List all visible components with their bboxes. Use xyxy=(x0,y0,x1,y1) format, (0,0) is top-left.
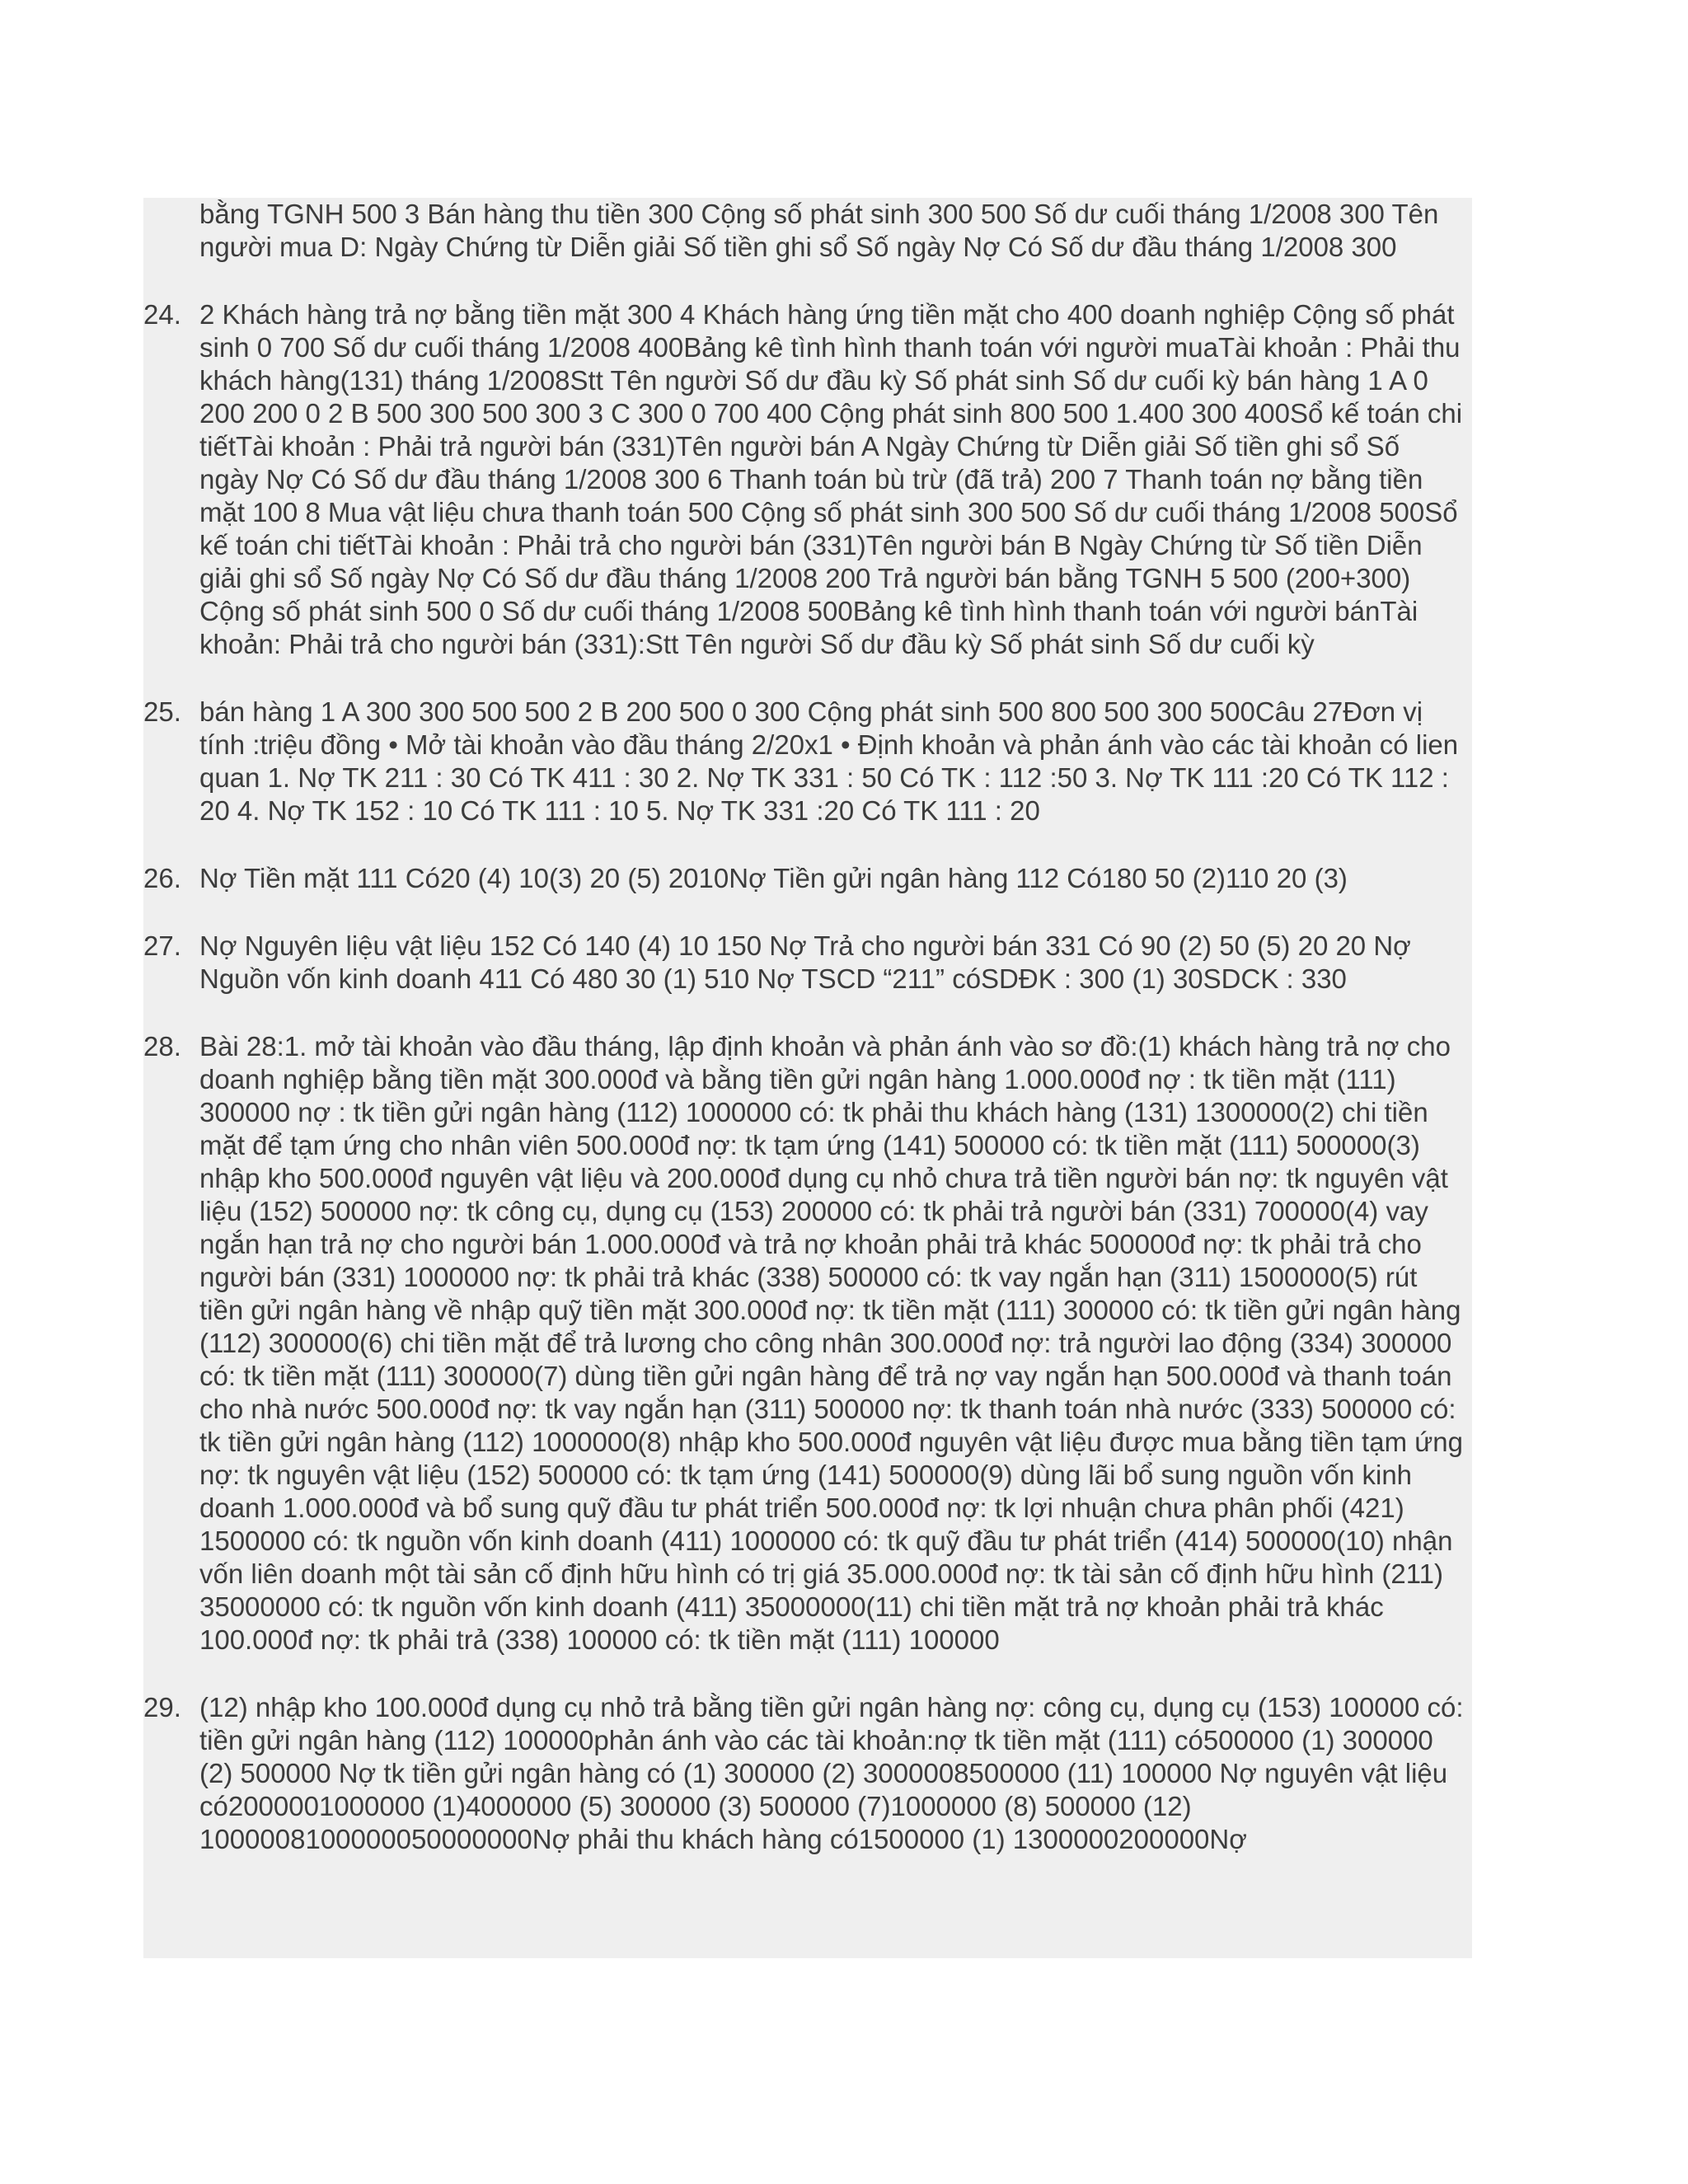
list-item xyxy=(143,696,1472,827)
list-item-text: Bài 28:1. mở tài khoản vào đầu tháng, lập định khoản và phản ánh vào sơ đồ:(1) khách hàng trả nợ cho doanh nghiệp bằng tiền mặt 300.000đ và bằng tiền gửi ngân hàng 1.000.000đ nợ : tk tiền mặt (111) 300000 nợ : tk tiền gửi ngân hàng (112) 1000000 có: tk phải thu khách hàng (131) 1300000(2) chi tiền mặt để tạm ứng cho nhân viên 500.000đ nợ: tk tạm ứng (141) 500000 có: tk tiền mặt (111) 500000(3) nhập kho 500.000đ nguyên vật liệu và 200.000đ dụng cụ nhỏ chưa trả tiền người bán nợ: tk nguyên vật liệu (152) 500000 nợ: tk công cụ, dụng cụ (153) 200000 có: tk phải trả người bán (331) 700000(4) vay ngắn hạn trả nợ cho người bán 1.000.000đ và trả nợ khoản phải trả khác 500000đ nợ: tk phải trả cho người bán (331) 1000000 nợ: tk phải trả khác (338) 500000 có: tk vay ngắn hạn (311) 1500000(5) rút tiền gửi ngân hàng về nhập quỹ tiền mặt 300.000đ nợ: tk tiền mặt (111) 300000 có: tk tiền gửi ngân hàng (112) 300000(6) chi tiền mặt để trả lương cho công nhân 300.000đ nợ: trả người lao động (334) 300000 có: tk tiền mặt (111) 300000(7) dùng tiền gửi ngân hàng để trả nợ vay ngắn hạn 500.000đ và thanh toán cho nhà nước 500.000đ nợ: tk vay ngắn hạn (311) 500000 nợ: tk thanh toán nhà nước (333) 500000 có: tk tiền gửi ngân hàng (112) 1000000(8) nhập kho 500.000đ nguyên vật liệu được mua bằng tiền tạm ứng nợ: tk nguyên vật liệu (152) 500000 có: tk tạm ứng (141) 500000(9) dùng lãi bổ sung nguồn vốn kinh doanh 1.000.000đ và bổ sung quỹ đầu tư phát triển 500.000đ nợ: tk lợi nhuận chưa phân phối (421) 1500000 có: tk nguồn vốn kinh doanh (411) 1000000 có: tk quỹ đầu tư phát triển (414) 500000(10) nhận vốn liên doanh một tài sản cố định hữu hình có trị giá 35.000.000đ nợ: tk tài sản cố định hữu hình (211) 35000000 có: tk nguồn vốn kinh doanh (411) 35000000(11) chi tiền mặt trả nợ khoản phải trả khác 100.000đ nợ: tk phải trả (338) 100000 có: tk tiền mặt (111) 100000 xyxy=(199,1031,1464,1655)
list-item-text: Nợ Nguyên liệu vật liệu 152 Có 140 (4) 10 150 Nợ Trả cho người bán 331 Có 90 (2) 50 (5) 20 20 Nợ Nguồn vốn kinh doanh 411 Có 480 30 (1) 510 Nợ TSCD “211” cóSDĐK : 300 (1) 30SDCK : 330 xyxy=(199,930,1411,994)
list-item-text: bán hàng 1 A 300 300 500 500 2 B 200 500 0 300 Cộng phát sinh 500 800 500 300 500Câu 27Đơn vị tính :triệu đồng • Mở tài khoản vào đầu tháng 2/20x1 • Định khoản và phản ánh vào các tài khoản có lien quan 1. Nợ TK 211 : 30 Có TK 411 : 30 2. Nợ TK 331 : 50 Có TK : 112 :50 3. Nợ TK 111 :20 Có TK 112 : 20 4. Nợ TK 152 : 10 Có TK 111 : 10 5. Nợ TK 331 :20 Có TK 111 : 20 xyxy=(199,696,1459,826)
list-item-text: 2 Khách hàng trả nợ bằng tiền mặt 300 4 Khách hàng ứng tiền mặt cho 400 doanh nghiệp Cộng số phát sinh 0 700 Số dư cuối tháng 1/2008 400Bảng kê tình hình thanh toán với người muaTài khoản : Phải thu khách hàng(131) tháng 1/2008Stt Tên người Số dư đầu kỳ Số phát sinh Số dư cuối kỳ bán hàng 1 A 0 200 200 0 2 B 500 300 500 300 3 C 300 0 700 400 Cộng phát sinh 800 500 1.400 300 400Sổ kế toán chi tiếtTài khoản : Phải trả người bán (331)Tên người bán A Ngày Chứng từ Diễn giải Số tiền ghi sổ Số ngày Nợ Có Số dư đầu tháng 1/2008 300 6 Thanh toán bù trừ (đã trả) 200 7 Thanh toán nợ bằng tiền mặt 100 8 Mua vật liệu chưa thanh toán 500 Cộng số phát sinh 300 500 Số dư cuối tháng 1/2008 500Sổ kế toán chi tiếtTài khoản : Phải trả cho người bán (331)Tên người bán B Ngày Chứng từ Số tiền Diễn giải ghi sổ Số ngày Nợ Có Số dư đầu tháng 1/2008 200 Trả người bán bằng TGNH 5 500 (200+300) Cộng số phát sinh 500 0 Số dư cuối tháng 1/2008 500Bảng kê tình hình thanh toán với người bánTài khoản: Phải trả cho người bán (331):Stt Tên người Số dư đầu kỳ Số phát sinh Số dư cuối kỳ xyxy=(199,299,1463,659)
list-item-number: 24. xyxy=(143,299,181,330)
list-item-text: Nợ Tiền mặt 111 Có20 (4) 10(3) 20 (5) 2010Nợ Tiền gửi ngân hàng 112 Có180 50 (2)110 20 (3) xyxy=(199,863,1348,893)
list-item xyxy=(143,298,1472,661)
list-item-text: (12) nhập kho 100.000đ dụng cụ nhỏ trả bằng tiền gửi ngân hàng nợ: công cụ, dụng cụ (153) 100000 có: tiền gửi ngân hàng (112) 100000phản ánh vào các tài khoản:nợ tk tiền mặt (111) có500000 (1) 300000 (2) 500000 Nợ tk tiền gửi ngân hàng có (1) 300000 (2) 3000008500000 (11) 100000 Nợ nguyên vật liệu có2000001000000 (1)4000000 (5) 300000 (3) 500000 (7)1000000 (8) 500000 (12) 1000008100000050000000Nợ phải thu khách hàng có1500000 (1) 1300000200000Nợ xyxy=(199,1692,1464,1854)
list-item-number: 29. xyxy=(143,1692,181,1722)
list-item-number: 27. xyxy=(143,930,181,961)
list-item xyxy=(143,930,1472,996)
list-item xyxy=(143,862,1472,895)
document-content xyxy=(143,198,1472,1958)
list-item-number: 28. xyxy=(143,1031,181,1062)
intro-paragraph: bằng TGNH 500 3 Bán hàng thu tiền 300 Cộng số phát sinh 300 500 Số dư cuối tháng 1/2008 300 Tên người mua D: Ngày Chứng từ Diễn giải Số tiền ghi sổ Số ngày Nợ Có Số dư đầu tháng 1/2008 300 xyxy=(199,199,1439,262)
list-item-number: 25. xyxy=(143,696,181,727)
list-item xyxy=(143,1691,1472,1856)
list-item xyxy=(143,1030,1472,1657)
list-item-number: 26. xyxy=(143,863,181,893)
